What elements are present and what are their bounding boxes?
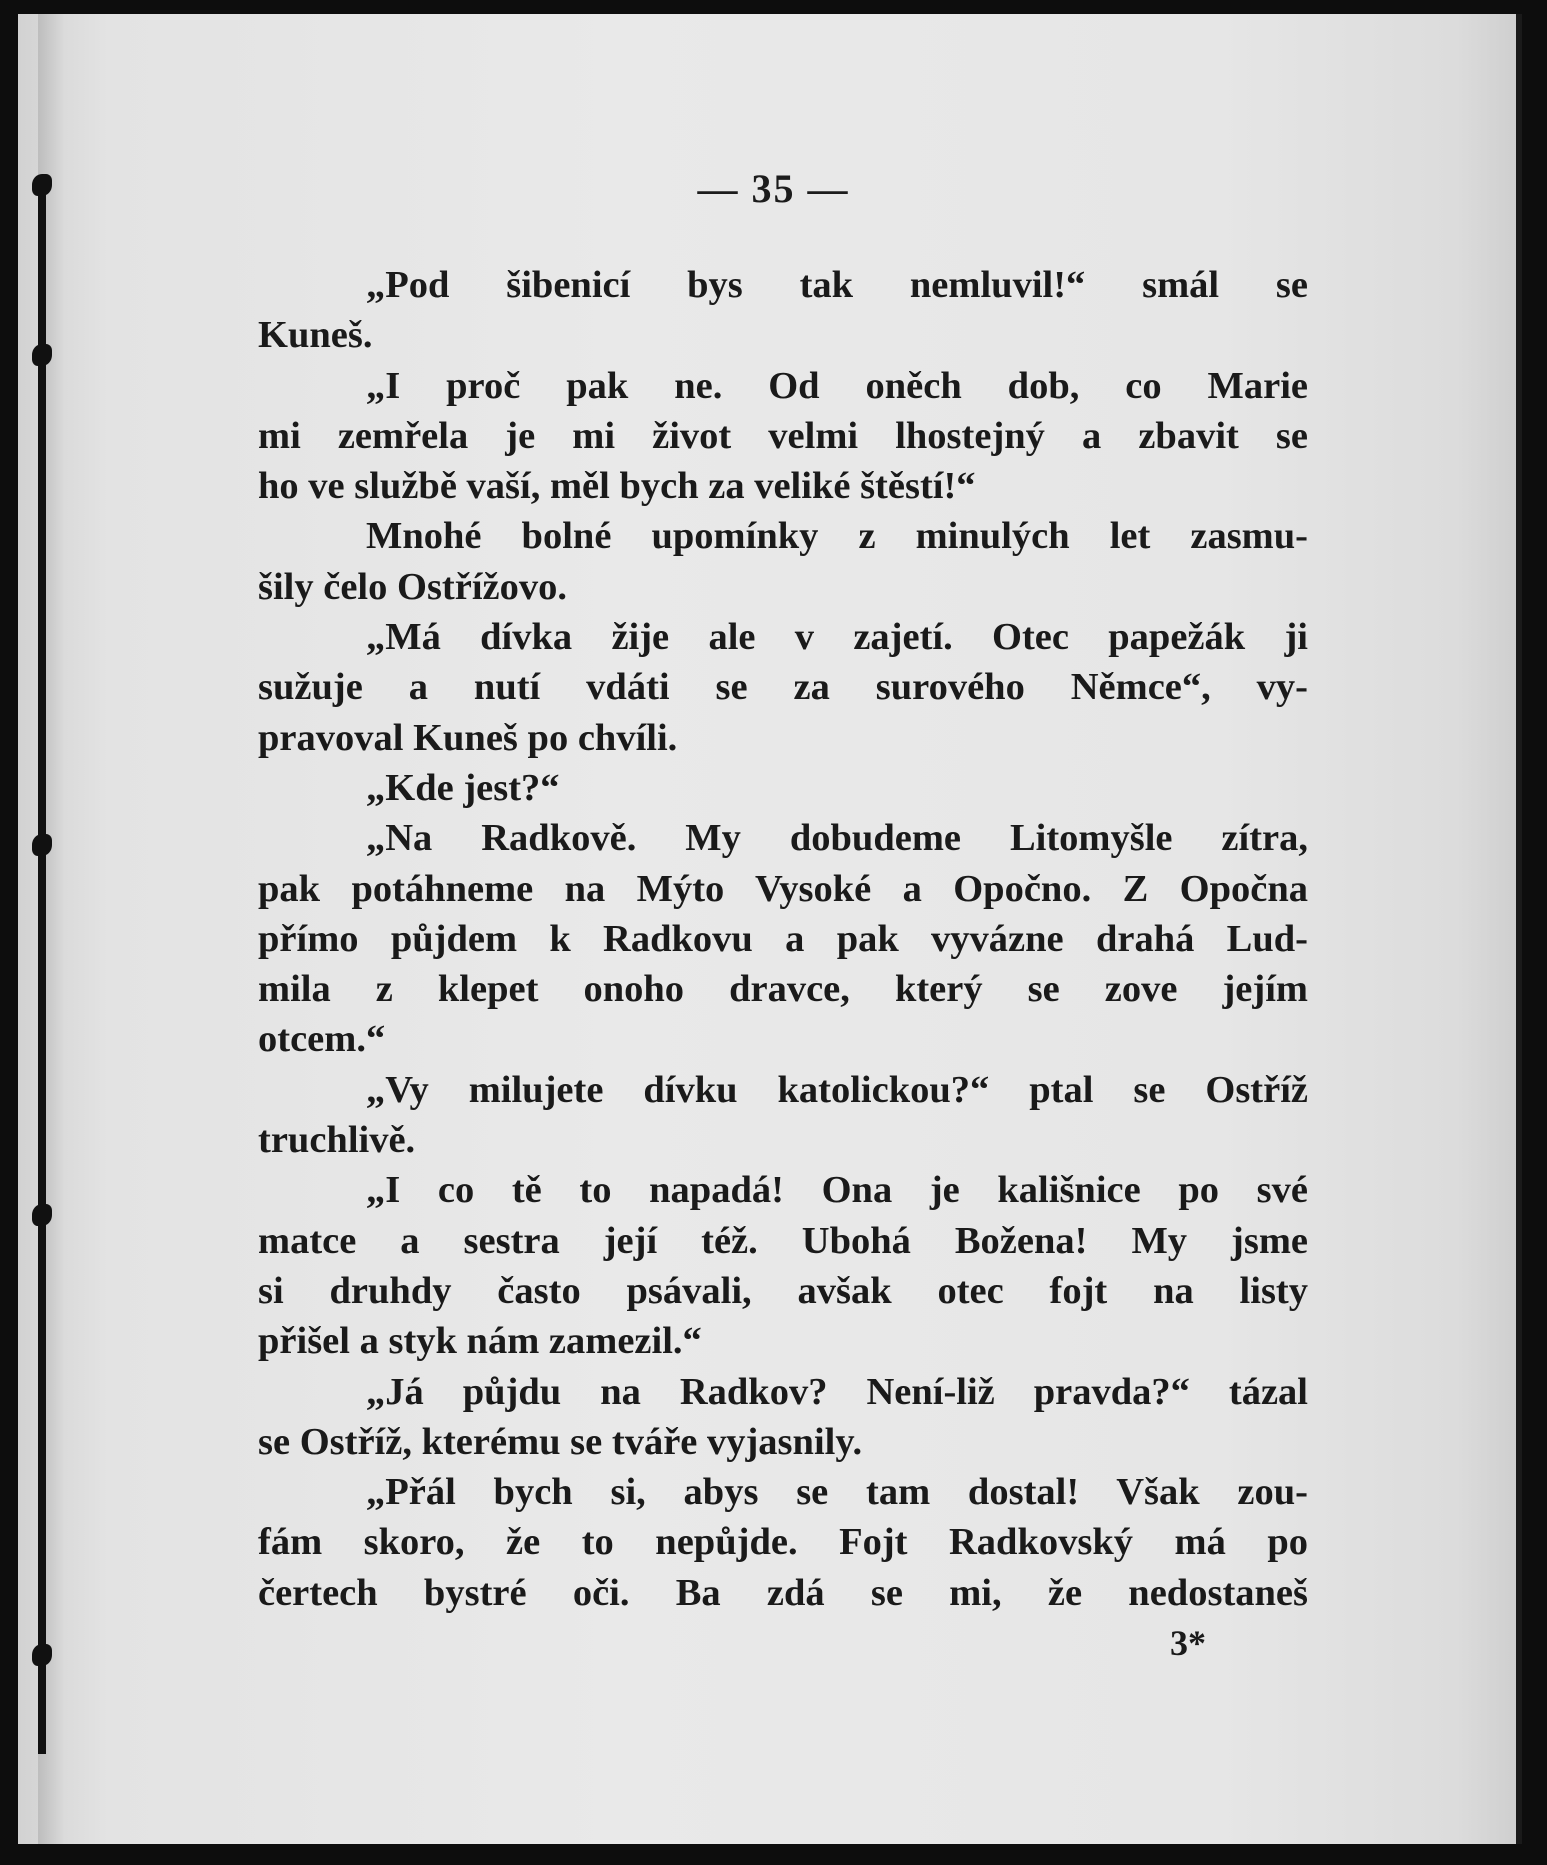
binding-mark: [32, 834, 52, 856]
body-text: [258, 260, 1308, 1618]
text-line: „Na Radkově. My dobudeme Litomyšle zítra,: [366, 817, 1308, 860]
text-line: „Pod šibenicí bys tak nemluvil!“ smál se: [366, 264, 1308, 306]
text-line: mila z klepet onoho dravce, který se zove jejím: [258, 968, 1308, 1011]
text-line: fám skoro, že to nepůjde. Fojt Radkovský má po: [258, 1521, 1308, 1564]
text-line: si druhdy často psávali, avšak otec fojt na listy: [258, 1269, 1308, 1312]
text-line: se Ostříž, kterému se tváře vyjasnily.: [258, 1420, 863, 1463]
text-line: „Kde jest?“: [366, 766, 560, 809]
text-line: mi zemřela je mi život velmi lhostejný a zbavit se: [258, 414, 1308, 457]
binding-edge: [38, 194, 46, 1754]
signature-mark: 3*: [1170, 1623, 1206, 1663]
text-line: matce a sestra její též. Ubohá Božena! My jsme: [258, 1219, 1308, 1262]
text-line: „Já půjdu na Radkov? Není-liž pravda?“ tázal: [366, 1370, 1308, 1413]
text-line: sužuje a nutí vdáti se za surového Němce“, vy-: [258, 666, 1308, 709]
text-line: přímo půjdem k Radkovu a pak vyvázne drahá Lud-: [258, 917, 1308, 960]
binding-mark: [32, 1644, 52, 1666]
text-line: šily čelo Ostřížovo.: [258, 565, 567, 608]
text-line: „Vy milujete dívku katolickou?“ ptal se Ostříž: [366, 1068, 1308, 1111]
text-line: otcem.“: [258, 1018, 386, 1061]
text-line: truchlivě.: [258, 1119, 416, 1162]
binding-mark: [32, 344, 52, 366]
text-line: Kuneš.: [258, 314, 373, 357]
text-line: čertech bystré oči. Ba zdá se mi, že nedostaneš: [258, 1571, 1308, 1614]
text-line: Mnohé bolné upomínky z minulých let zasmu-: [366, 515, 1308, 558]
binding-mark: [32, 1204, 52, 1226]
text-line: „Má dívka žije ale v zajetí. Otec papežák ji: [366, 616, 1308, 659]
text-line: „I co tě to napadá! Ona je kališnice po své: [366, 1169, 1308, 1212]
page-number: — 35 —: [697, 166, 850, 211]
text-line: „Přál bych si, abys se tam dostal! Však zou-: [366, 1471, 1308, 1514]
text-line: pravoval Kuneš po chvíli.: [258, 716, 678, 759]
text-line: ho ve službě vaší, měl bych za veliké štěstí!“: [258, 465, 976, 508]
text-line: pak potáhneme na Mýto Vysoké a Opočno. Z Opočna: [258, 867, 1308, 910]
text-line: „I proč pak ne. Od oněch dob, co Marie: [366, 364, 1308, 407]
text-line: přišel a styk nám zamezil.“: [258, 1320, 702, 1363]
